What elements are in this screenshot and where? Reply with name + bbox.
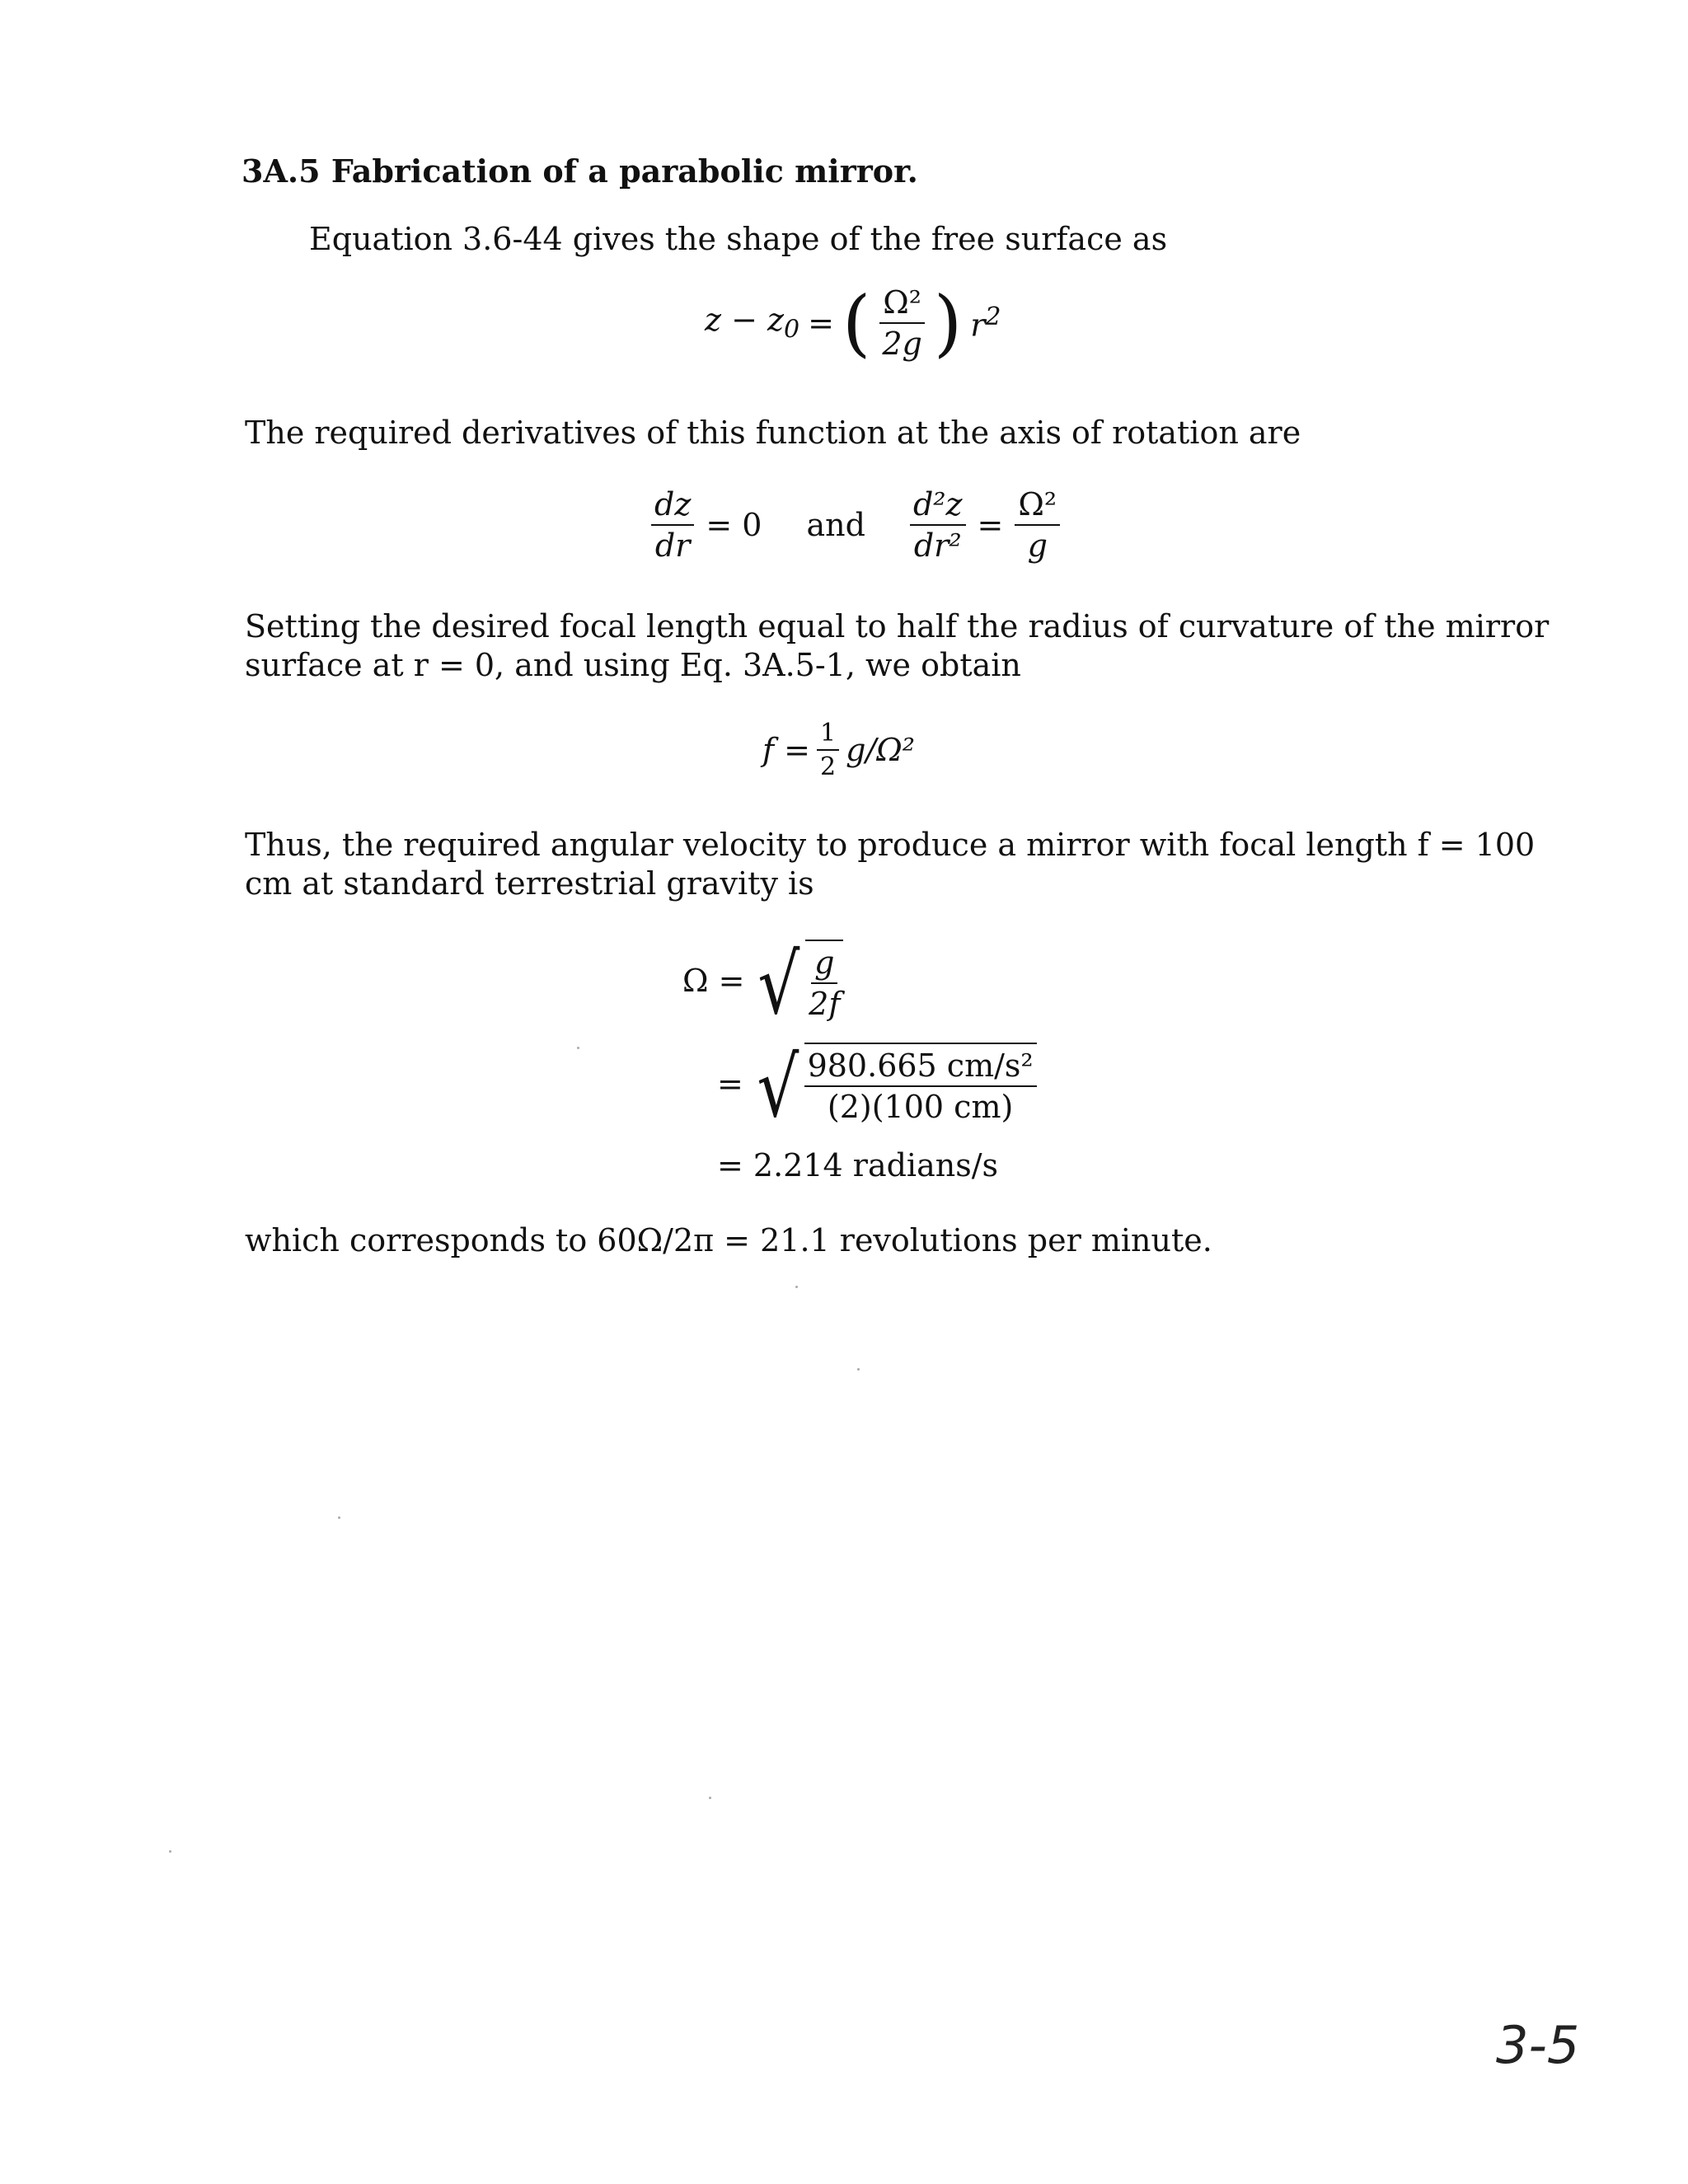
eq2-rhs-fraction: $\frac{\text{Ω²}}{g}$ xyxy=(1015,486,1060,564)
eq2-and: and xyxy=(806,507,865,543)
scan-speck xyxy=(795,1286,798,1288)
paragraph-5: which corresponds to 60Ω/2π = 21.1 revolutions per minute. xyxy=(245,1222,1212,1258)
scan-speck xyxy=(169,1850,171,1853)
scan-speck xyxy=(709,1797,711,1799)
eq2-equals: = xyxy=(977,507,1004,543)
paragraph-2: The required derivatives of this function at the axis of rotation are xyxy=(245,415,1301,451)
scan-speck xyxy=(577,1047,579,1049)
scan-speck xyxy=(338,1516,340,1519)
handwritten-page-number: 3-5 xyxy=(1496,2015,1580,2075)
scan-speck xyxy=(857,1368,860,1371)
paragraph-4-line-2: cm at standard terrestrial gravity is xyxy=(245,865,814,902)
eq4-sqrt-1: √ $\frac{g}{2f}$ xyxy=(753,940,843,1022)
eq4-sqrt-2: √ $\frac{\text{980.665 cm/s²}}{(2)(100 cm)}$ xyxy=(752,1043,1037,1125)
eq4-lhs: Ω = xyxy=(682,963,745,999)
equation-omega-line-3: = 2.214 radians/s xyxy=(717,1147,999,1183)
eq2-second-derivative: $\frac{\text{d²z}}{\text{dr²}}$ xyxy=(910,486,966,564)
equation-derivatives xyxy=(651,486,1060,564)
eq2-first-rhs: = 0 xyxy=(706,507,762,543)
eq3-lhs: f = xyxy=(762,732,810,768)
equation-focal-length xyxy=(762,719,915,781)
equation-omega-line-1 xyxy=(682,936,843,1033)
section-heading: 3A.5 Fabrication of a parabolic mirror. xyxy=(241,152,918,190)
eq3-tail: g/Ω² xyxy=(846,732,915,768)
eq2-first-derivative: $\frac{dz}{dr}$ xyxy=(651,486,694,564)
equation-free-surface: $z - z_0$ = ( $\frac{\text{Ω²}}{2g}$ ) $r^2$ xyxy=(705,280,1001,365)
eq1-tail: $r^2$ xyxy=(970,302,1001,344)
equation-omega-line-2 xyxy=(717,1039,1037,1136)
eq1-lhs: $z - z_0$ xyxy=(705,302,800,344)
eq1-fraction: $\frac{\text{Ω²}}{2g}$ xyxy=(879,284,926,362)
eq3-half: $\frac{1}{2}$ xyxy=(817,719,839,781)
paragraph-3-line-2: surface at r = 0, and using Eq. 3A.5-1, we obtain xyxy=(245,647,1021,683)
paragraph-4-line-1: Thus, the required angular velocity to produce a mirror with focal length f = 100 xyxy=(245,827,1536,863)
eq1-equals: = xyxy=(808,305,834,341)
eq4-line2-equals: = xyxy=(717,1066,743,1102)
paragraph-3-line-1: Setting the desired focal length equal to half the radius of curvature of the mirror xyxy=(245,608,1550,644)
paragraph-1: Equation 3.6-44 gives the shape of the free surface as xyxy=(309,221,1168,257)
